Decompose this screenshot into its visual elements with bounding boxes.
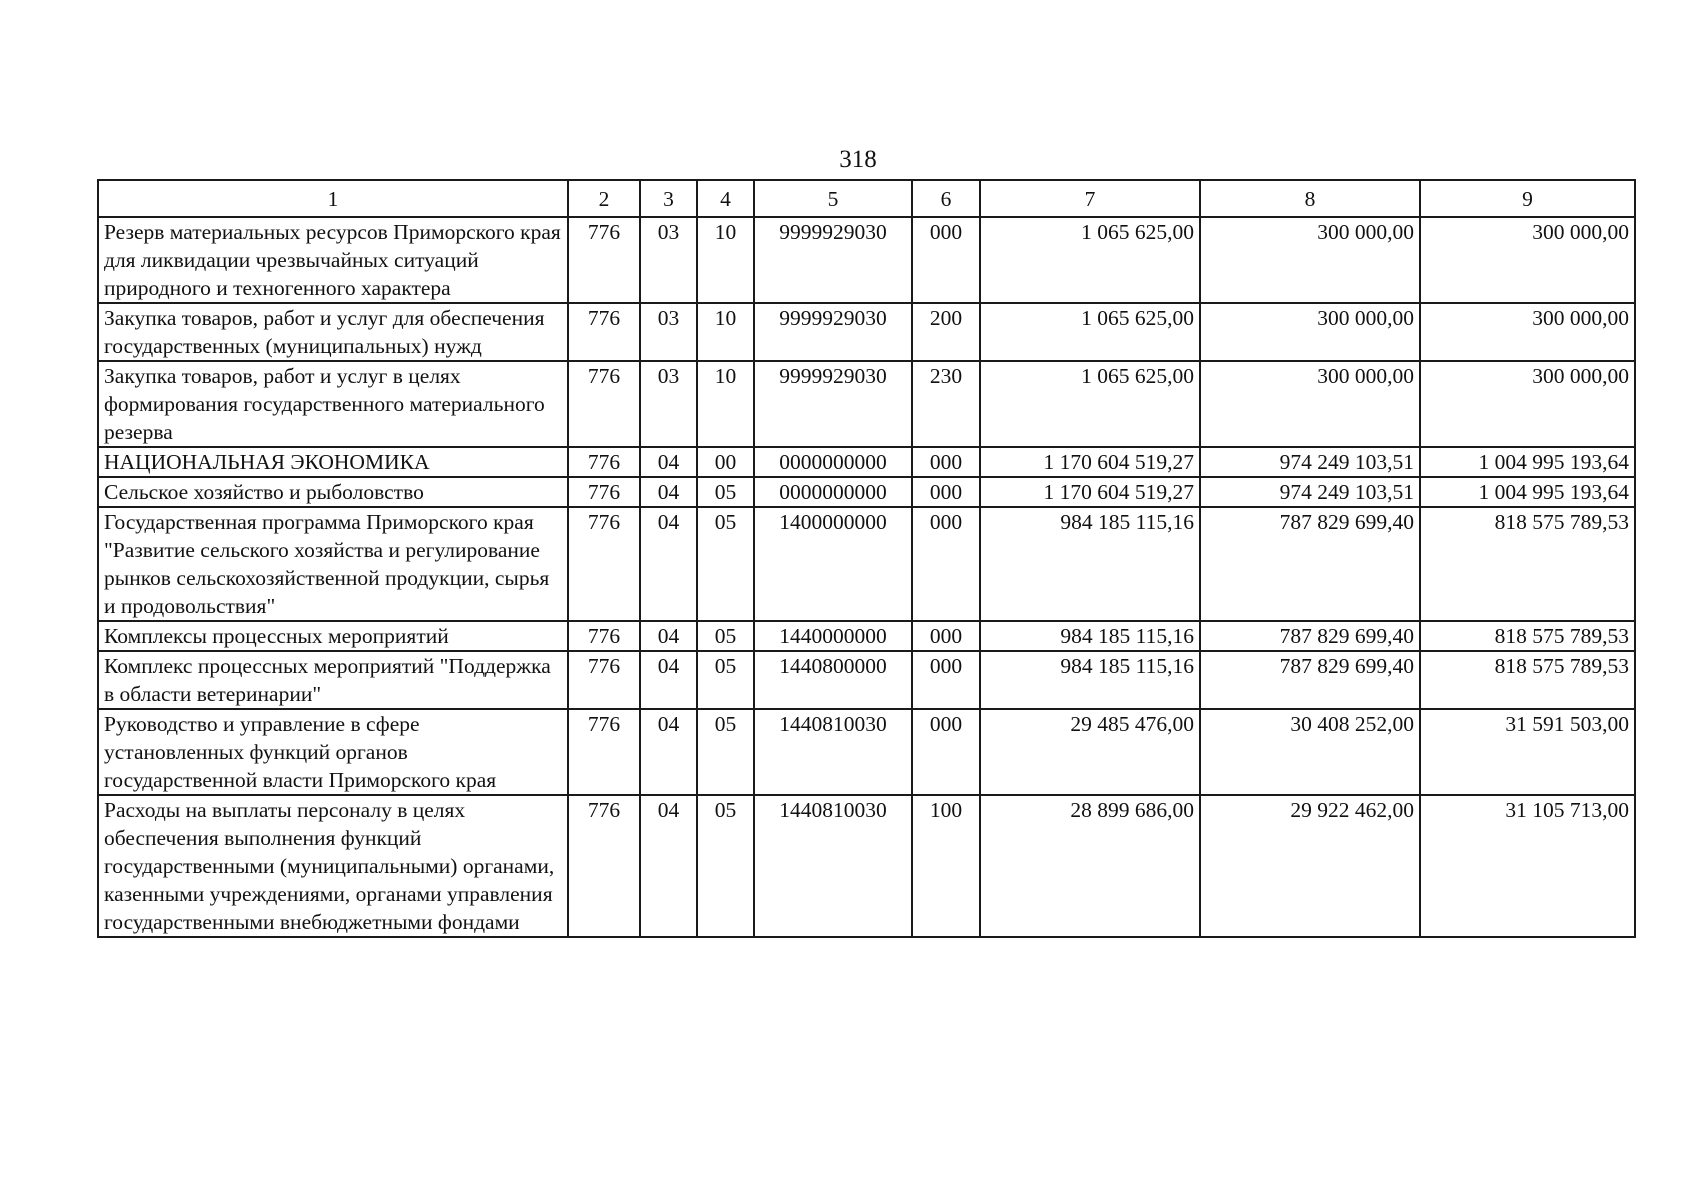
ministry-code: 776 [568, 477, 640, 507]
amount-year-1: 1 065 625,00 [980, 361, 1200, 447]
row-name: Резерв материальных ресурсов Приморского края для ликвидации чрезвычайных ситуаций природного и техногенного характера [98, 217, 568, 303]
ministry-code: 776 [568, 361, 640, 447]
target-code: 1400000000 [754, 507, 912, 621]
table-row [98, 477, 1635, 507]
amount-year-2: 300 000,00 [1200, 217, 1420, 303]
target-code: 0000000000 [754, 447, 912, 477]
expense-type-code: 000 [912, 217, 980, 303]
table-row [98, 507, 1635, 621]
expense-type-code: 230 [912, 361, 980, 447]
amount-year-2: 974 249 103,51 [1200, 447, 1420, 477]
amount-year-2: 974 249 103,51 [1200, 477, 1420, 507]
table-row [98, 795, 1635, 937]
ministry-code: 776 [568, 447, 640, 477]
row-name: Закупка товаров, работ и услуг в целях формирования государственного материального резерва [98, 361, 568, 447]
subsection-code: 05 [697, 709, 754, 795]
table-row [98, 709, 1635, 795]
row-name: Комплексы процессных мероприятий [98, 621, 568, 651]
amount-year-1: 984 185 115,16 [980, 621, 1200, 651]
expense-type-code: 100 [912, 795, 980, 937]
table-row [98, 447, 1635, 477]
expense-type-code: 000 [912, 621, 980, 651]
table-row [98, 303, 1635, 361]
target-code: 1440000000 [754, 621, 912, 651]
section-code: 04 [640, 709, 697, 795]
row-name: Руководство и управление в сфере установленных функций органов государственной власти Приморского края [98, 709, 568, 795]
amount-year-1: 1 170 604 519,27 [980, 477, 1200, 507]
expense-type-code: 000 [912, 477, 980, 507]
expense-type-code: 000 [912, 651, 980, 709]
amount-year-3: 300 000,00 [1420, 217, 1635, 303]
ministry-code: 776 [568, 795, 640, 937]
amount-year-3: 31 591 503,00 [1420, 709, 1635, 795]
section-code: 04 [640, 795, 697, 937]
section-code: 03 [640, 303, 697, 361]
amount-year-1: 984 185 115,16 [980, 507, 1200, 621]
section-code: 03 [640, 217, 697, 303]
column-header: 2 [568, 180, 640, 217]
amount-year-2: 300 000,00 [1200, 303, 1420, 361]
target-code: 1440800000 [754, 651, 912, 709]
amount-year-1: 1 065 625,00 [980, 303, 1200, 361]
row-name: Сельское хозяйство и рыболовство [98, 477, 568, 507]
expense-type-code: 000 [912, 709, 980, 795]
target-code: 0000000000 [754, 477, 912, 507]
amount-year-1: 1 170 604 519,27 [980, 447, 1200, 477]
amount-year-1: 28 899 686,00 [980, 795, 1200, 937]
amount-year-2: 787 829 699,40 [1200, 621, 1420, 651]
ministry-code: 776 [568, 651, 640, 709]
amount-year-2: 30 408 252,00 [1200, 709, 1420, 795]
row-name: НАЦИОНАЛЬНАЯ ЭКОНОМИКА [98, 447, 568, 477]
subsection-code: 05 [697, 621, 754, 651]
column-header: 7 [980, 180, 1200, 217]
row-name: Расходы на выплаты персоналу в целях обеспечения выполнения функций государственными (муниципальными) органами, казенными учреждениями, органами управления государственными внебюджетными фондами [98, 795, 568, 937]
amount-year-3: 818 575 789,53 [1420, 507, 1635, 621]
table-header-row [98, 180, 1635, 217]
amount-year-3: 31 105 713,00 [1420, 795, 1635, 937]
ministry-code: 776 [568, 303, 640, 361]
amount-year-2: 29 922 462,00 [1200, 795, 1420, 937]
expense-type-code: 000 [912, 447, 980, 477]
target-code: 9999929030 [754, 361, 912, 447]
amount-year-1: 984 185 115,16 [980, 651, 1200, 709]
subsection-code: 10 [697, 361, 754, 447]
column-header: 5 [754, 180, 912, 217]
subsection-code: 05 [697, 795, 754, 937]
section-code: 04 [640, 507, 697, 621]
column-header: 4 [697, 180, 754, 217]
column-header: 3 [640, 180, 697, 217]
amount-year-3: 1 004 995 193,64 [1420, 477, 1635, 507]
row-name: Закупка товаров, работ и услуг для обеспечения государственных (муниципальных) нужд [98, 303, 568, 361]
subsection-code: 10 [697, 217, 754, 303]
row-name: Государственная программа Приморского края "Развитие сельского хозяйства и регулирование рынков сельскохозяйственной продукции, сырья и продовольствия" [98, 507, 568, 621]
column-header: 8 [1200, 180, 1420, 217]
section-code: 04 [640, 447, 697, 477]
table-row [98, 217, 1635, 303]
amount-year-3: 300 000,00 [1420, 361, 1635, 447]
page-number: 318 [839, 146, 877, 173]
subsection-code: 00 [697, 447, 754, 477]
subsection-code: 05 [697, 507, 754, 621]
amount-year-2: 300 000,00 [1200, 361, 1420, 447]
section-code: 04 [640, 477, 697, 507]
target-code: 9999929030 [754, 303, 912, 361]
amount-year-3: 300 000,00 [1420, 303, 1635, 361]
amount-year-3: 818 575 789,53 [1420, 651, 1635, 709]
section-code: 04 [640, 621, 697, 651]
ministry-code: 776 [568, 507, 640, 621]
ministry-code: 776 [568, 709, 640, 795]
expense-type-code: 000 [912, 507, 980, 621]
ministry-code: 776 [568, 217, 640, 303]
table-row [98, 651, 1635, 709]
amount-year-1: 29 485 476,00 [980, 709, 1200, 795]
budget-table [97, 179, 1636, 938]
subsection-code: 10 [697, 303, 754, 361]
column-header: 6 [912, 180, 980, 217]
target-code: 1440810030 [754, 795, 912, 937]
subsection-code: 05 [697, 651, 754, 709]
row-name: Комплекс процессных мероприятий "Поддержка в области ветеринарии" [98, 651, 568, 709]
target-code: 1440810030 [754, 709, 912, 795]
amount-year-3: 1 004 995 193,64 [1420, 447, 1635, 477]
amount-year-1: 1 065 625,00 [980, 217, 1200, 303]
table-row [98, 361, 1635, 447]
expense-type-code: 200 [912, 303, 980, 361]
section-code: 03 [640, 361, 697, 447]
column-header: 9 [1420, 180, 1635, 217]
column-header: 1 [98, 180, 568, 217]
ministry-code: 776 [568, 621, 640, 651]
amount-year-2: 787 829 699,40 [1200, 651, 1420, 709]
amount-year-3: 818 575 789,53 [1420, 621, 1635, 651]
section-code: 04 [640, 651, 697, 709]
target-code: 9999929030 [754, 217, 912, 303]
table-row [98, 621, 1635, 651]
amount-year-2: 787 829 699,40 [1200, 507, 1420, 621]
subsection-code: 05 [697, 477, 754, 507]
